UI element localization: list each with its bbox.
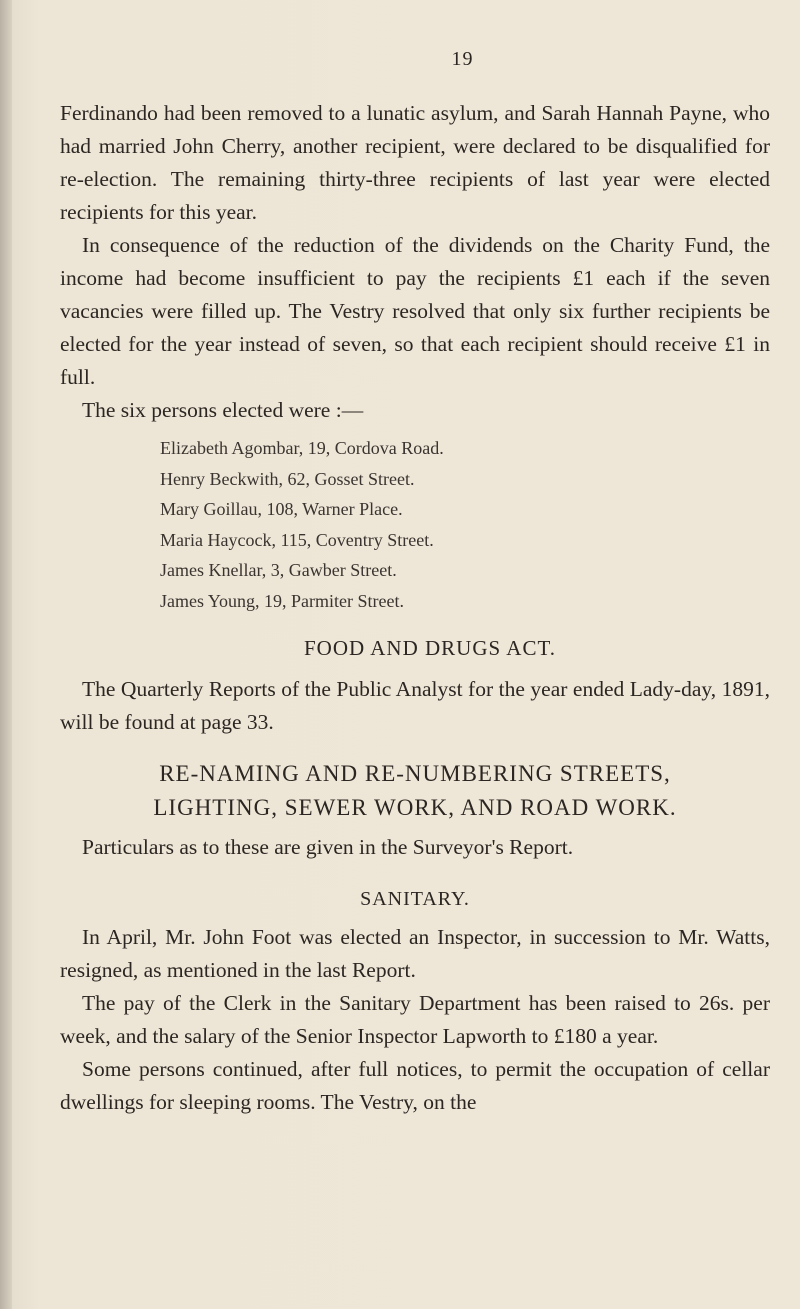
paragraph-sanitary-inspector: In April, Mr. John Foot was elected an Inspector, in succession to Mr. Watts, resigned, as mentioned in the last Report. xyxy=(60,925,770,982)
paragraph-streets: Particulars as to these are given in the Surveyor's Report. xyxy=(82,835,574,859)
heading-food-drugs: FOOD AND DRUGS ACT. xyxy=(304,636,556,660)
list-item: James Knellar, 3, Gawber Street. xyxy=(160,560,397,580)
paragraph-charity-fund: In consequence of the reduction of the dividends on the Charity Fund, the income had become insufficient to pay the recipients £1 each if the seven vacancies were filled up. The Vestry resolved that only six further recipients be elected for the year instead of seven, so that each recipient should receive £1 in full. xyxy=(60,233,770,389)
heading-sanitary: SANITARY. xyxy=(360,888,470,910)
page-number: 19 xyxy=(451,48,474,70)
list-item: Elizabeth Agombar, 19, Cordova Road. xyxy=(160,438,444,458)
list-item: Mary Goillau, 108, Warner Place. xyxy=(160,499,403,519)
heading-streets xyxy=(60,757,770,825)
list-item: Henry Beckwith, 62, Gosset Street. xyxy=(160,468,415,489)
paragraph-sanitary-pay: The pay of the Clerk in the Sanitary Department has been raised to 26s. per week, and the salary of the Senior Inspector Lapworth to £180 a year. xyxy=(60,991,770,1048)
list-item: Maria Haycock, 115, Coventry Street. xyxy=(160,529,434,550)
elected-names-list xyxy=(160,433,770,616)
page-content xyxy=(60,48,770,1119)
paragraph-food-drugs: The Quarterly Reports of the Public Analyst for the year ended Lady-day, 1891, will be found at page 33. xyxy=(60,677,770,734)
page-binding-edge xyxy=(0,0,12,1309)
heading-streets-line-2: LIGHTING, SEWER WORK, AND ROAD WORK. xyxy=(153,795,677,820)
paragraph-persons-elected: The six persons elected were :— xyxy=(82,398,364,422)
paragraph-sanitary-cellars: Some persons continued, after full notices, to permit the occupation of cellar dwellings for sleeping rooms. The Vestry, on the xyxy=(60,1057,770,1114)
list-item: James Young, 19, Parmiter Street. xyxy=(160,590,404,611)
heading-streets-line-1: RE-NAMING AND RE-NUMBERING STREETS, xyxy=(159,761,671,786)
paragraph-asylum: Ferdinando had been removed to a lunatic asylum, and Sarah Hannah Payne, who had married John Cherry, another recipient, were declared to be disqualified for re-election. The remaining thirty-three recipients of last year were elected recipients for this year. xyxy=(60,101,770,224)
